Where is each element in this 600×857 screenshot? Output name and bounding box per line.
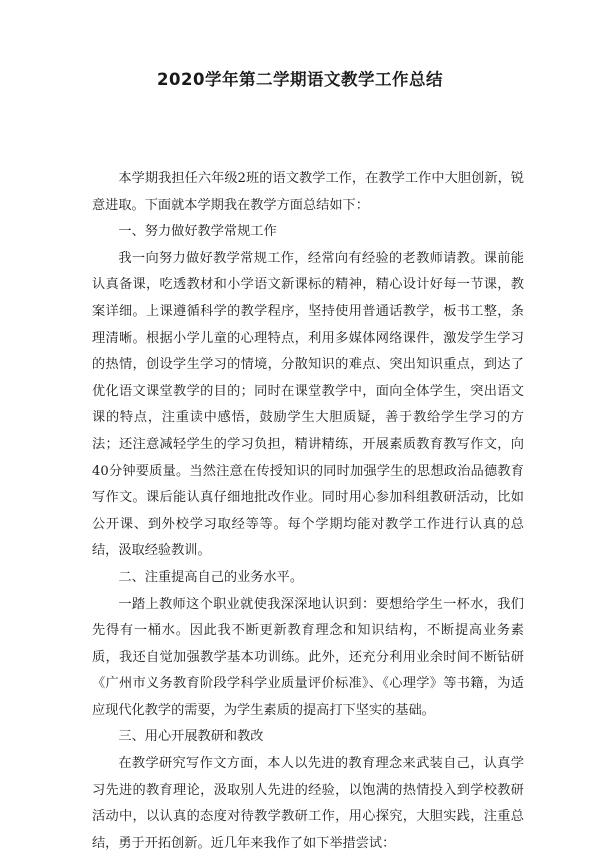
section-1-paragraph: 我一向努力做好教学常规工作，经常向有经验的老教师请教。课前能认真备课，吃透教材和小学语文新课标的精神，精心设计好每一节课，教案详细。上课遵循科学的教学程序，坚持使用普通话教学，板书工整，条理清晰。根据小学儿童的心理特点，利用多媒体网络课件，激发学生学习的热情，创设学生学习的情境，分散知识的难点、突出知识重点，到达了优化语文课堂教学的目的；同时在课堂教学中，面向全体学生，突出语文课的特点，注重读中感悟，鼓励学生大胆质疑，善于教给学生学习的方法；还注意减轻学生的学习负担，精讲精练，开展素质教育教写作文，向40分钟要质量。当然注意在传授知识的同时加强学生的思想政治品德教育写作文。课后能认真仔细地批改作业。同时用心参加科组教研活动，比如公开课、到外校学习取经等等。每个学期均能对教学工作进行认真的总结，汲取经验教训。 (92, 250, 524, 559)
intro-paragraph: 本学期我担任六年级2班的语文教学工作，在教学工作中大胆创新，锐意进取。下面就本学期我在教学方面总结如下： (92, 171, 524, 213)
section-heading-1: 一、努力做好教学常规工作 (118, 224, 277, 240)
section-heading-3: 三、用心开展教研和教改 (118, 729, 264, 745)
document-title: 2020学年第二学期语文教学工作总结 (157, 70, 443, 89)
document-body (92, 166, 524, 857)
section-heading-2: 二、注重提高自己的业务水平。 (118, 569, 304, 585)
section-3-paragraph: 在教学研究写作文方面，本人以先进的教育理念来武装自己，认真学习先进的教育理论，汲取别人先进的经验，以饱满的热情投入到学校教研活动中，以认真的态度对待教学教研工作，用心探究，大胆实践，注重总结，勇于开拓创新。近几年来我作了如下举措尝试： (92, 756, 524, 851)
section-2-paragraph: 一踏上教师这个职业就使我深深地认识到：要想给学生一杯水，我们先得有一桶水。因此我不断更新教育理念和知识结构，不断提高业务素质，我还自觉加强教学基本功训练。此外，还充分利用业余时间不断钻研《广州市义务教育阶段学科学业质量评价标准》、《心理学》等书籍，为适应现代化教学的需要，为学生素质的提高打下坚实的基础。 (92, 596, 524, 718)
